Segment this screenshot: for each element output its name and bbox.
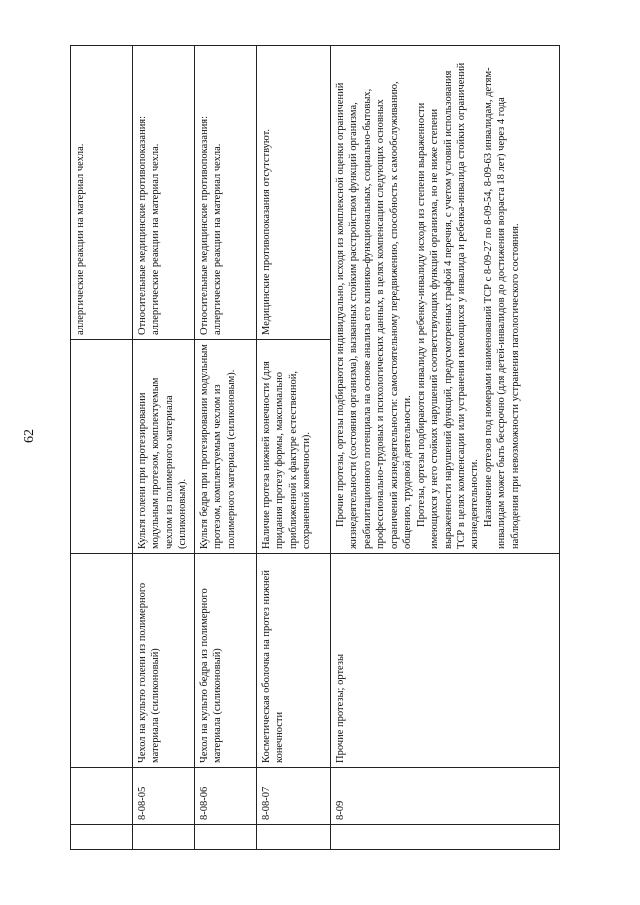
rotated-table-wrapper — [70, 45, 560, 850]
contraindications-cell: Медицинские противопоказания отсутствуют. — [257, 46, 331, 340]
table-row — [331, 46, 560, 850]
code-cell: 8-08-05 — [133, 768, 195, 825]
table-row — [195, 46, 257, 850]
name-cell: Прочие протезы; ортезы — [331, 554, 560, 768]
code-cell: 8-08-06 — [195, 768, 257, 825]
table-row — [71, 46, 133, 850]
indications-cell — [71, 340, 133, 554]
empty-cell — [195, 825, 257, 850]
code-cell — [71, 768, 133, 825]
name-cell: Чехол на культю бедра из полимерного материала (силиконовый) — [195, 554, 257, 768]
code-cell: 8-08-07 — [257, 768, 331, 825]
paragraph: Протезы, ортезы подбираются инвалиду и ребенку-инвалиду исходя из степени выраженности имеющихся у него стойких нарушений соответствующих функций организма, но не ниже степени выраженности нарушений функций, предусмотренных графой 4 перечня, с учетом условий использования ТСР в целях компенсации или устранения имеющихся у инвалида и ребенка-инвалида стойких ограничений жизнедеятельности. — [415, 62, 481, 549]
tsr-table — [70, 45, 560, 850]
code-cell: 8-09 — [331, 768, 560, 825]
empty-cell — [71, 825, 133, 850]
contraindications-cell: аллергические реакции на материал чехла. — [71, 46, 133, 340]
empty-cell — [331, 825, 560, 850]
table-row — [133, 46, 195, 850]
table-row — [257, 46, 331, 850]
name-cell: Косметическая оболочка на протез нижней конечности — [257, 554, 331, 768]
contraindications-cell: Относительные медицинские противопоказания: аллергические реакции на материал чехла. — [195, 46, 257, 340]
empty-cell — [133, 825, 195, 850]
paragraph: Прочие протезы, ортезы подбираются индивидуально, исходя из комплексной оценки ограничений жизнедеятельности (состояния организма), вызванных стойким расстройством функций организма, реабилитационного потенциала на основе анализа его клинико-функциональных, социально-бытовых, профессионально-трудовых и психологических данных, в целях компенсации следующих основных ограничений жизнедеятельности: самостоятельному передвижению, способность к самообслуживанию, общению, трудовой деятельности. — [335, 81, 414, 549]
name-cell: Чехол на культю голени из полимерного материала (силиконовый) — [133, 554, 195, 768]
contraindications-cell: Относительные медицинские противопоказания: аллергические реакции на материал чехла. — [133, 46, 195, 340]
indications-cell: Культя голени при протезировании модульным протезом, комплектуемым чехлом из полимерного материала (силиконовым). — [133, 340, 195, 554]
merged-description-cell — [331, 46, 560, 554]
indications-cell: Культя бедра при протезировании модульным протезом, комплектуемым чехлом из полимерного материала (силиконовым). — [195, 340, 257, 554]
empty-cell — [257, 825, 331, 850]
indications-cell: Наличие протеза нижней конечности (для придания протезу формы, максимально приближенной к фактуре естественной, сохраненной конечности). — [257, 340, 331, 554]
name-cell — [71, 554, 133, 768]
page-number: 62 — [22, 429, 37, 443]
paragraph: Назначение ортезов под номерами наименований ТСР с 8-09-27 по 8-09-54, 8-09-63 инвалидам, детям-инвалидам может быть бессрочно (для детей-инвалидов до достижения возраста 18 лет) через 4 года наблюдения при невозможности устранения патологического состояния. — [482, 67, 521, 549]
